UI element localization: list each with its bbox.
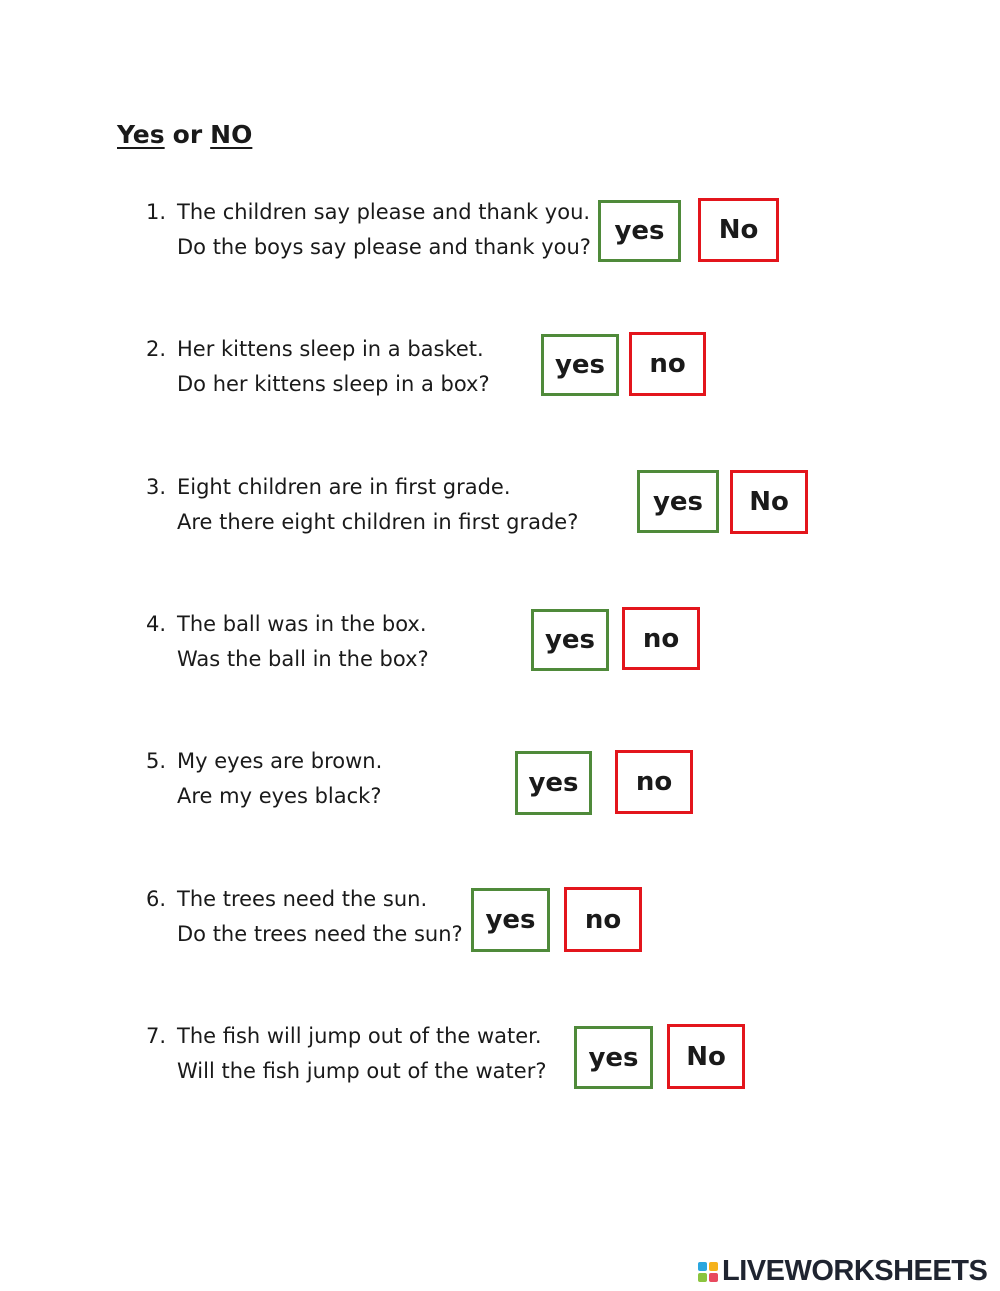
no-answer-box[interactable]: No bbox=[730, 470, 808, 534]
question-number: 6. bbox=[146, 887, 167, 911]
title-yes: Yes bbox=[117, 120, 165, 149]
yes-answer-box[interactable]: yes bbox=[531, 609, 609, 671]
question-statement: The children say please and thank you. bbox=[177, 200, 591, 224]
question-2 bbox=[146, 332, 490, 402]
question-statement: The fish will jump out of the water. bbox=[177, 1024, 542, 1048]
yes-answer-box[interactable]: yes bbox=[574, 1026, 653, 1089]
no-answer-box[interactable]: no bbox=[629, 332, 706, 396]
liveworksheets-logo bbox=[698, 1255, 987, 1288]
question-3 bbox=[146, 470, 578, 540]
question-statement: The trees need the sun. bbox=[177, 887, 428, 911]
question-text: Will the fish jump out of the water? bbox=[177, 1059, 547, 1083]
question-number: 3. bbox=[146, 475, 167, 499]
question-6 bbox=[146, 882, 463, 952]
question-1 bbox=[146, 195, 591, 265]
logo-text: LIVEWORKSHEETS bbox=[722, 1255, 988, 1287]
question-text: Are there eight children in first grade? bbox=[177, 510, 579, 534]
yes-answer-box[interactable]: yes bbox=[637, 470, 719, 533]
question-number: 7. bbox=[146, 1024, 167, 1048]
question-text: Do the boys say please and thank you? bbox=[177, 235, 591, 259]
question-7 bbox=[146, 1019, 546, 1089]
liveworksheets-logo-icon bbox=[698, 1262, 718, 1282]
question-text: Do the trees need the sun? bbox=[177, 922, 463, 946]
no-answer-box[interactable]: No bbox=[698, 198, 779, 262]
no-answer-box[interactable]: no bbox=[622, 607, 700, 670]
yes-answer-box[interactable]: yes bbox=[471, 888, 550, 952]
question-number: 4. bbox=[146, 612, 167, 636]
yes-answer-box[interactable]: yes bbox=[515, 751, 592, 815]
yes-answer-box[interactable]: yes bbox=[541, 334, 619, 396]
question-statement: My eyes are brown. bbox=[177, 749, 383, 773]
no-answer-box[interactable]: No bbox=[667, 1024, 745, 1089]
no-answer-box[interactable]: no bbox=[615, 750, 693, 814]
title-no: NO bbox=[210, 120, 253, 149]
yes-answer-box[interactable]: yes bbox=[598, 200, 681, 262]
question-number: 2. bbox=[146, 337, 167, 361]
question-number: 1. bbox=[146, 200, 167, 224]
no-answer-box[interactable]: no bbox=[564, 887, 642, 952]
question-statement: The ball was in the box. bbox=[177, 612, 427, 636]
question-text: Are my eyes black? bbox=[177, 784, 382, 808]
question-text: Was the ball in the box? bbox=[177, 647, 429, 671]
question-statement: Her kittens sleep in a basket. bbox=[177, 337, 484, 361]
question-5 bbox=[146, 744, 382, 814]
title-or: or bbox=[172, 120, 203, 149]
question-4 bbox=[146, 607, 429, 677]
question-statement: Eight children are in first grade. bbox=[177, 475, 511, 499]
question-text: Do her kittens sleep in a box? bbox=[177, 372, 490, 396]
page-title bbox=[117, 120, 252, 149]
question-number: 5. bbox=[146, 749, 167, 773]
